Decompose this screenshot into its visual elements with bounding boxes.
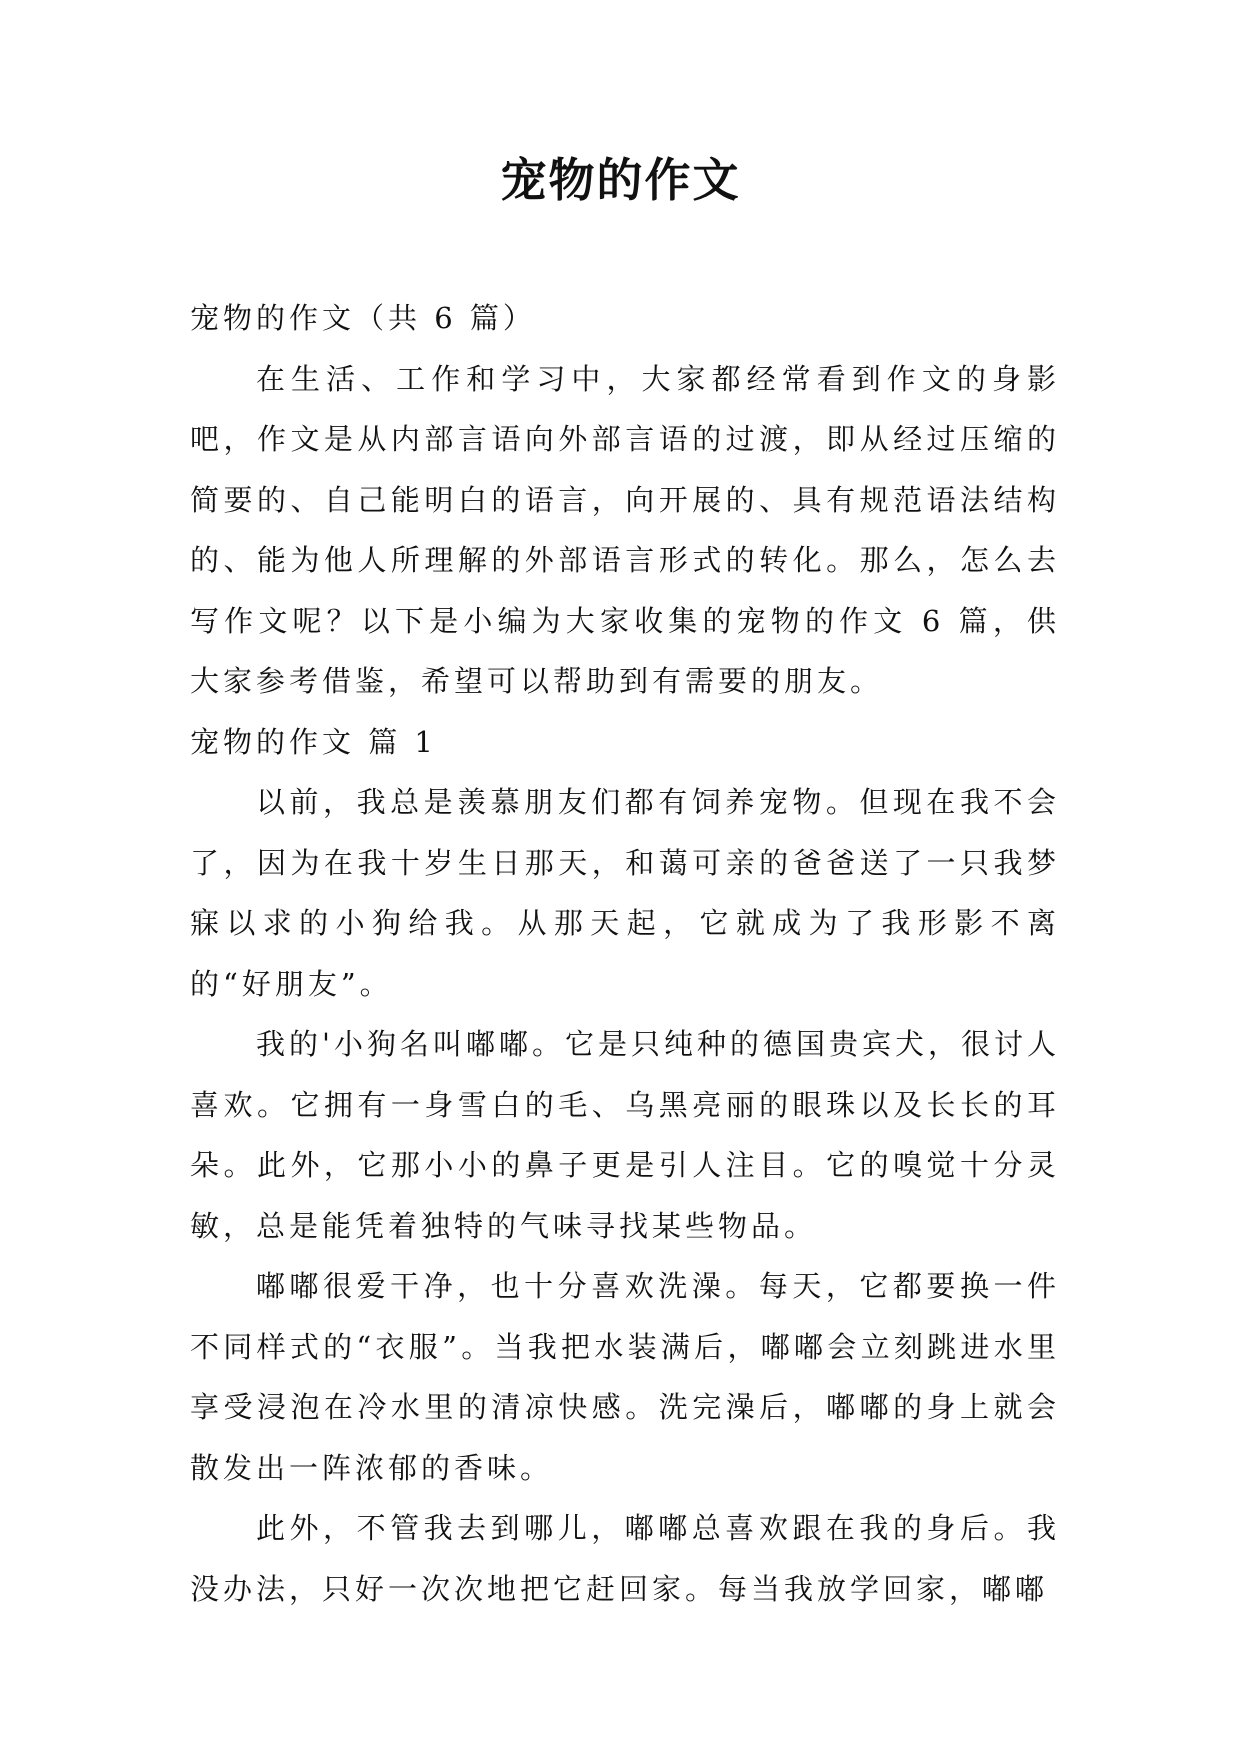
intro-paragraph: 在生活、工作和学习中，大家都经常看到作文的身影吧，作文是从内部言语向外部言语的过渡，即从经过压缩的简要的、自己能明白的语言，向开展的、具有规范语法结构的、能为他人所理解的外部语言形式的转化。那么，怎么去写作文呢？以下是小编为大家收集的宠物的作文 6 篇，供大家参考借鉴，希望可以帮助到有需要的朋友。 bbox=[190, 361, 1060, 698]
document-body bbox=[190, 288, 1060, 1619]
body-paragraph-1: 以前，我总是羡慕朋友们都有饲养宠物。但现在我不会了，因为在我十岁生日那天，和蔼可亲的爸爸送了一只我梦寐以求的小狗给我。从那天起，它就成为了我形影不离的“好朋友”。 bbox=[190, 785, 1060, 1001]
body-paragraph-2: 我的'小狗名叫嘟嘟。它是只纯种的德国贵宾犬，很讨人喜欢。它拥有一身雪白的毛、乌黑亮丽的眼珠以及长长的耳朵。此外，它那小小的鼻子更是引人注目。它的嗅觉十分灵敏，总是能凭着独特的气味寻找某些物品。 bbox=[190, 1027, 1060, 1243]
document-subtitle: 宠物的作文（共 6 篇） bbox=[190, 301, 536, 335]
body-paragraph-3: 嘟嘟很爱干净，也十分喜欢洗澡。每天，它都要换一件不同样式的“衣服”。当我把水装满后，嘟嘟会立刻跳进水里享受浸泡在冷水里的清凉快感。洗完澡后，嘟嘟的身上就会散发出一阵浓郁的香味。 bbox=[190, 1269, 1060, 1485]
section-heading: 宠物的作文 篇 1 bbox=[190, 724, 437, 759]
body-paragraph-4: 此外，不管我去到哪儿，嘟嘟总喜欢跟在我的身后。我没办法，只好一次次地把它赶回家。每当我放学回家，嘟嘟 bbox=[190, 1511, 1060, 1606]
document-title: 宠物的作文 bbox=[500, 153, 741, 207]
